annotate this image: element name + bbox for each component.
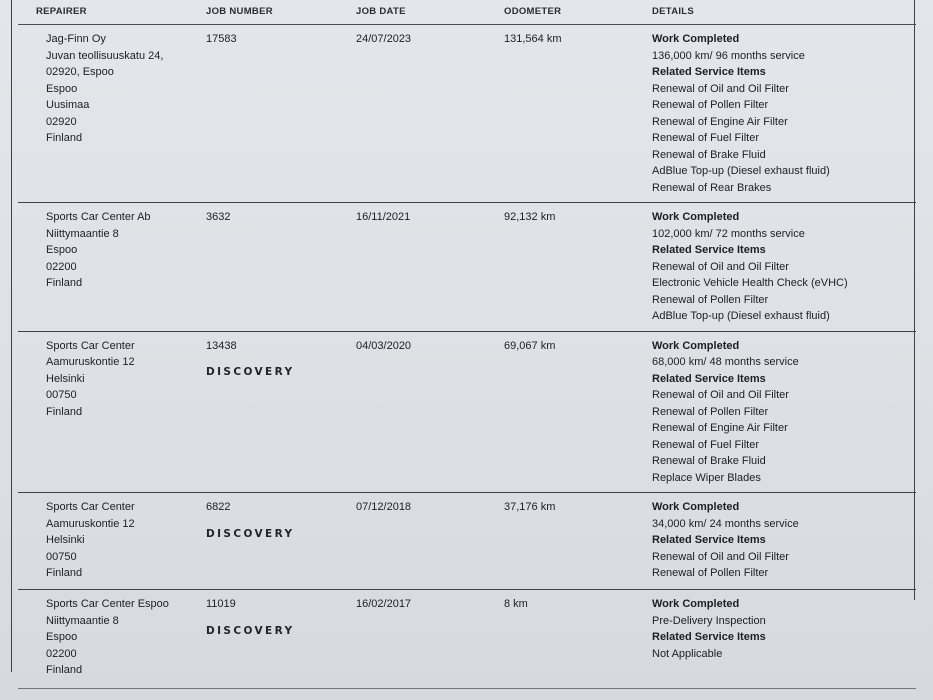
work-completed-heading: Work Completed [652, 33, 740, 45]
work-completed-heading: Work Completed [652, 211, 740, 223]
job-date-cell [338, 203, 486, 332]
work-completed-description: Pre-Delivery Inspection [652, 614, 766, 627]
repairer-address-line: 02200 [46, 647, 77, 660]
job-number-cell [188, 493, 338, 590]
repairer-address-line: Espoo [46, 82, 78, 95]
repairer-address-line: Niittymaantie 8 [46, 614, 119, 627]
service-records [18, 25, 916, 689]
related-service-item: Renewal of Oil and Oil Filter [652, 82, 789, 95]
repairer-address-line: Sports Car Center Espoo [46, 598, 169, 610]
repairer-address-line: Finland [46, 277, 83, 289]
details-cell [634, 331, 916, 493]
repairer-address-line: Finland [46, 567, 83, 579]
related-service-item: Renewal of Rear Brakes [652, 181, 772, 194]
odometer-reading: 131,564 km [504, 33, 562, 45]
related-service-item: AdBlue Top-up (Diesel exhaust fluid) [652, 165, 830, 177]
related-service-item: Renewal of Brake Fluid [652, 148, 766, 161]
repairer-address-line: Aamuruskontie 12 [46, 356, 135, 368]
work-completed-heading: Work Completed [652, 339, 740, 352]
related-service-item: Renewal of Pollen Filter [652, 293, 769, 306]
discovery-brand-mark: DISCOVERY [206, 366, 295, 378]
related-service-items-heading: Related Service Items [652, 534, 766, 546]
repairer-address-line: Jag-Finn Oy [46, 33, 106, 45]
work-completed-description: 102,000 km/ 72 months service [652, 227, 805, 240]
odometer-reading: 8 km [504, 598, 528, 610]
repairer-cell [18, 493, 188, 590]
related-service-item: Renewal of Fuel Filter [652, 132, 759, 144]
work-completed-description: 68,000 km/ 48 months service [652, 356, 799, 368]
job-number-cell [188, 25, 338, 203]
related-service-item: Renewal of Pollen Filter [652, 99, 769, 111]
job-date-cell [338, 590, 486, 689]
discovery-brand-mark: DISCOVERY [206, 527, 295, 540]
details-cell [634, 25, 916, 203]
related-service-item: Renewal of Pollen Filter [652, 405, 769, 418]
header-job-number: JOB NUMBER [188, 0, 338, 25]
work-completed-description: 34,000 km/ 24 months service [652, 517, 799, 530]
repairer-address-line: 00750 [46, 389, 77, 401]
service-record-row [18, 331, 916, 493]
related-service-item: Electronic Vehicle Health Check (eVHC) [652, 277, 848, 289]
repairer-cell [18, 590, 188, 689]
repairer-address-line: Helsinki [46, 534, 85, 546]
job-date: 16/02/2017 [356, 598, 412, 610]
job-number-cell [188, 331, 338, 493]
header-repairer: REPAIRER [18, 0, 188, 25]
repairer-cell [18, 25, 188, 203]
repairer-cell [18, 331, 188, 493]
work-completed-heading: Work Completed [652, 598, 740, 610]
related-service-item: Renewal of Oil and Oil Filter [652, 550, 789, 563]
repairer-address-line: Finland [46, 132, 83, 144]
service-record-row [18, 493, 916, 590]
repairer-address-line: 02200 [46, 260, 77, 273]
repairer-address-line: Sports Car Center Ab [46, 211, 151, 223]
related-service-item: Renewal of Pollen Filter [652, 567, 769, 579]
job-number-cell [188, 203, 338, 332]
related-service-item: Renewal of Oil and Oil Filter [652, 389, 789, 401]
job-date: 24/07/2023 [356, 33, 412, 45]
related-service-item: Renewal of Engine Air Filter [652, 115, 788, 128]
odometer-cell [486, 203, 634, 332]
related-service-item: Renewal of Brake Fluid [652, 455, 766, 467]
table-header-row [18, 0, 916, 25]
job-date: 16/11/2021 [356, 211, 411, 223]
details-cell [634, 590, 916, 689]
repairer-address-line: Espoo [46, 631, 78, 643]
header-job-date: JOB DATE [338, 0, 486, 25]
repairer-address-line: Niittymaantie 8 [46, 227, 119, 240]
job-number: 17583 [206, 33, 237, 45]
work-completed-heading: Work Completed [652, 501, 740, 513]
odometer-reading: 69,067 km [504, 339, 556, 352]
job-number: 3632 [206, 211, 231, 223]
repairer-address-line: Helsinki [46, 372, 85, 385]
odometer-cell [486, 493, 634, 590]
job-number-cell [188, 590, 338, 689]
repairer-address-line: 02920 [46, 115, 77, 128]
service-history-table [18, 0, 916, 689]
discovery-brand-mark: DISCOVERY [206, 624, 295, 637]
related-service-item: Renewal of Oil and Oil Filter [652, 260, 789, 273]
repairer-address-line: Sports Car Center [46, 501, 135, 513]
related-service-item: Replace Wiper Blades [652, 471, 761, 484]
repairer-address-line: 02920, Espoo [46, 66, 114, 78]
job-date: 04/03/2020 [356, 339, 412, 352]
job-date: 07/12/2018 [356, 501, 412, 513]
repairer-address-line: Juvan teollisuuskatu 24, [46, 49, 164, 62]
repairer-address-line: Uusimaa [46, 99, 90, 111]
repairer-address-line: 00750 [46, 550, 77, 563]
work-completed-description: 136,000 km/ 96 months service [652, 49, 805, 62]
details-cell [634, 203, 916, 332]
repairer-address-line: Aamuruskontie 12 [46, 517, 135, 530]
related-service-item: Renewal of Fuel Filter [652, 438, 759, 451]
job-date-cell [338, 493, 486, 590]
job-number: 13438 [206, 339, 237, 352]
odometer-cell [486, 25, 634, 203]
related-service-items-heading: Related Service Items [652, 631, 766, 643]
repairer-address-line: Finland [46, 405, 83, 418]
repairer-address-line: Finland [46, 664, 83, 676]
related-service-items-heading: Related Service Items [652, 66, 766, 78]
repairer-cell [18, 203, 188, 332]
related-service-item: AdBlue Top-up (Diesel exhaust fluid) [652, 310, 830, 322]
job-date-cell [338, 331, 486, 493]
service-record-row [18, 590, 916, 689]
job-number: 6822 [206, 501, 231, 513]
details-cell [634, 493, 916, 590]
related-service-items-heading: Related Service Items [652, 244, 766, 256]
table-left-border [11, 0, 12, 672]
related-service-item: Not Applicable [652, 647, 723, 660]
job-number: 11019 [206, 598, 236, 610]
service-record-row [18, 25, 916, 203]
repairer-address-line: Sports Car Center [46, 339, 135, 352]
header-odometer: ODOMETER [486, 0, 634, 25]
repairer-address-line: Espoo [46, 244, 78, 256]
service-record-row [18, 203, 916, 332]
related-service-item: Renewal of Engine Air Filter [652, 422, 788, 434]
odometer-reading: 37,176 km [504, 501, 556, 513]
odometer-cell [486, 590, 634, 689]
odometer-cell [486, 331, 634, 493]
odometer-reading: 92,132 km [504, 211, 556, 223]
header-details: DETAILS [634, 0, 916, 25]
related-service-items-heading: Related Service Items [652, 372, 766, 385]
job-date-cell [338, 25, 486, 203]
